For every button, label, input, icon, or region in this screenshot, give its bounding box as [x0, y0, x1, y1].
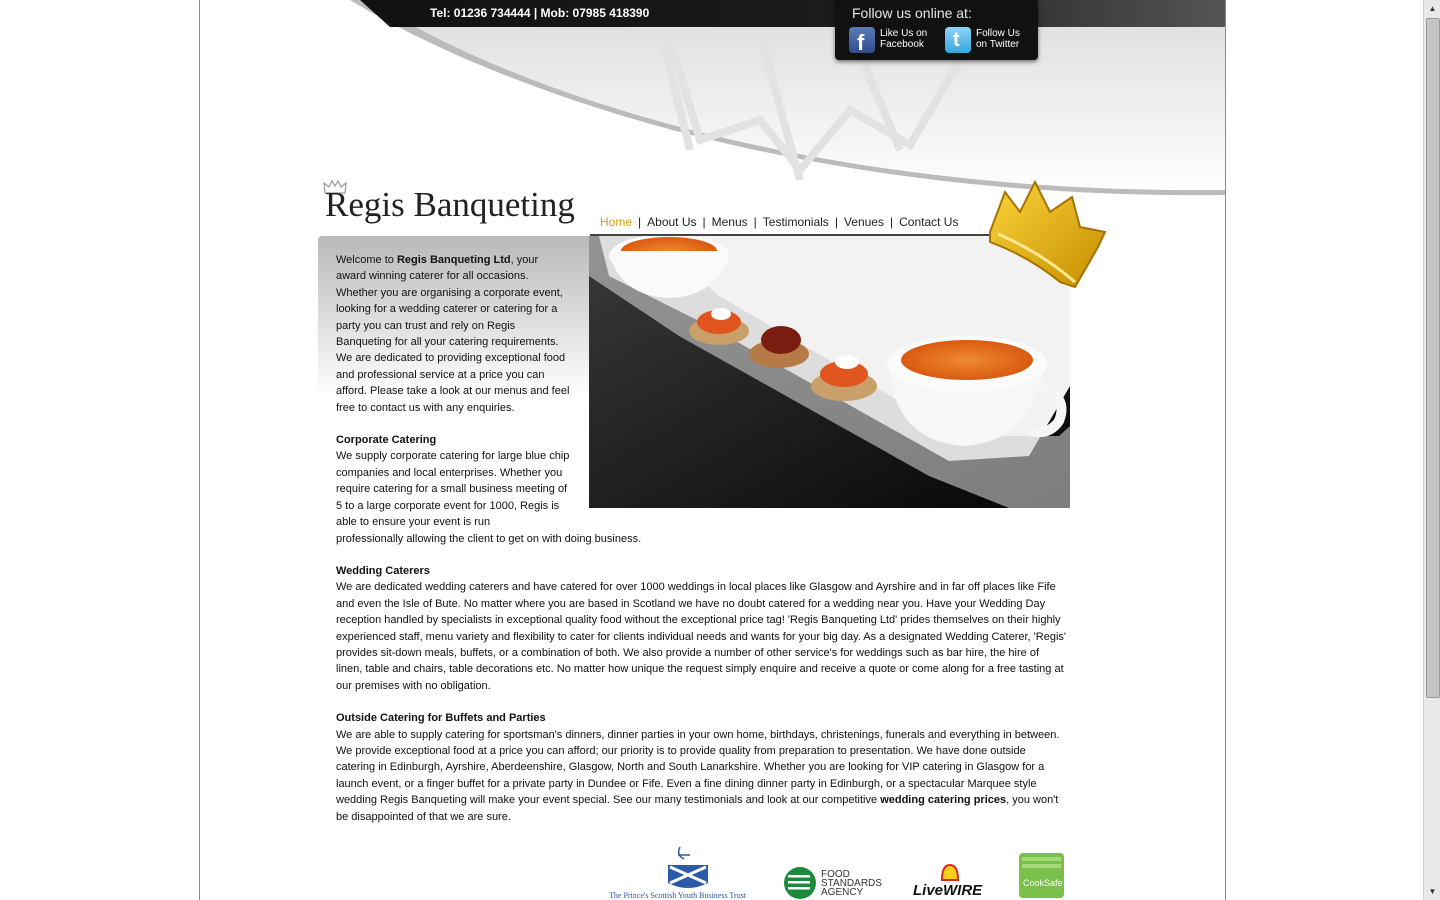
fsa-text-2: STANDARDS — [821, 878, 882, 889]
nav-menus[interactable]: Menus — [711, 215, 748, 229]
wedding-heading: Wedding Caterers — [336, 564, 430, 577]
shell-livewire-logo[interactable] — [913, 865, 983, 899]
intro-paragraph — [336, 252, 571, 416]
scroll-down-arrow-icon[interactable]: ▼ — [1428, 887, 1437, 896]
fsa-text-1: FOOD — [821, 869, 850, 880]
nav-home[interactable]: Home — [600, 215, 633, 229]
food-standards-agency-logo[interactable] — [784, 867, 882, 899]
nav-about-us[interactable]: About Us — [647, 215, 697, 229]
livewire-text: LiveWIRE — [913, 882, 983, 899]
page-container — [199, 0, 1226, 900]
corporate-text: We supply corporate catering for large blue chip companies and local enterprises. Whether you require catering for a small business meeting of 5 to a large corporate event for 1000, Regis is able to ensure your event is run — [336, 450, 570, 529]
outside-catering-heading: Outside Catering for Buffets and Parties — [336, 712, 546, 725]
contact-phone-text: Tel: 01236 734444 | Mob: 07985 418390 — [430, 6, 650, 20]
company-name-bold: Regis Banqueting Ltd — [396, 254, 511, 266]
twitter-label-line1: Follow Us — [976, 28, 1020, 39]
facebook-link[interactable] — [849, 27, 940, 53]
follow-us-title: Follow us online at: — [852, 5, 972, 21]
fsa-text-3: AGENCY — [821, 887, 864, 898]
wedding-prices-link[interactable]: wedding catering prices — [880, 794, 1007, 807]
follow-us-box — [835, 0, 1038, 60]
nav-venues[interactable]: Venues — [843, 215, 884, 229]
twitter-link[interactable] — [945, 27, 1036, 53]
outside-catering-text — [336, 727, 1066, 825]
outside-catering-text-end: , you won't be disappointed of that we are sure. — [336, 794, 1059, 823]
nav-contact-us[interactable]: Contact Us — [899, 215, 959, 229]
site-logo[interactable]: Regis Banqueting — [325, 185, 575, 224]
partner-logos — [200, 845, 1225, 900]
facebook-icon: f — [849, 27, 875, 53]
princes-trust-logo[interactable] — [609, 847, 747, 900]
outside-catering-text-body: We are able to supply catering for sportsman's dinners, dinner parties in your own home, birthdays, christenings, funerals and everything in between. We provide exceptional food at a price you can afford; our priority is to provide quality from preparation to presentation. We have done outside catering in Edinburgh, Ayrshire, Aberdeenshire, Glasgow, North and South Lanarkshire. Whether you are looking for VIP catering in Glasgow for a launch event, or a finger buffet for a private party in Dundee or Fife. Even a fine dining dinner party in Edinburgh, or a spectacular Marquee style wedding Regis Banqueting will make your event special. See our many testimonials and look at our competitive — [336, 728, 1060, 807]
twitter-label-line2: on Twitter — [976, 39, 1020, 50]
cooksafe-text: CookSafe — [1023, 878, 1063, 888]
intro-text-start: Welcome to — [336, 254, 397, 266]
wedding-text: We are dedicated wedding caterers and have catered for over 1000 weddings in local places like Glasgow and Ayrshire and in far off places like Fife and even the Isle of Bute. No matter where you are based in Scotland we have no doubt catered for a wedding near you. Have your Wedding Day reception handled by specialists in exceptional quality food without the exceptional price tag! 'Regis Banqueting Ltd' prides themselves on their highly experienced staff, menu variety and flexibility to cater for clients individual needs and wants for your big day. As a designated Wedding Caterer, 'Regis' provides sit-down meals, buffets, or a combination of both. We also provide a number of other service's for weddings such as bar hire, the hire of linen, table and chairs, table decorations etc. No matter how unique the request simply enquire and receive a quote or come along for a free tasting at our premises with no obligation. — [336, 581, 1066, 692]
princes-trust-text: The Prince's Scottish Youth Business Trust — [609, 891, 747, 900]
main-nav: Home | About Us | Menus | Testimonials | Venues | Contact Us — [600, 215, 959, 229]
twitter-icon: t — [945, 27, 971, 53]
facebook-label-line2: Facebook — [880, 39, 924, 50]
nav-testimonials[interactable]: Testimonials — [762, 215, 829, 229]
scrollbar-thumb[interactable] — [1426, 18, 1440, 698]
corporate-heading: Corporate Catering — [336, 434, 437, 447]
scroll-up-arrow-icon[interactable]: ▲ — [1428, 4, 1437, 13]
browser-scrollbar[interactable] — [1423, 0, 1440, 900]
intro-text-rest: , your award winning caterer for all occasions. Whether you are organising a corporate event, looking for a wedding caterer or catering for a party you can trust and rely on Regis Banqueting for all your catering requirements. We are dedicated to providing exceptional food and professional service at a price you can afford. Please take a look at our menus and feel free to contact us with any enquiries. — [336, 254, 570, 414]
facebook-label-line1: Like Us on — [880, 28, 928, 39]
corporate-text-end: professionally allowing the client to get on with doing business. — [336, 532, 642, 545]
cooksafe-logo[interactable] — [1019, 853, 1064, 898]
main-content — [336, 252, 1066, 825]
